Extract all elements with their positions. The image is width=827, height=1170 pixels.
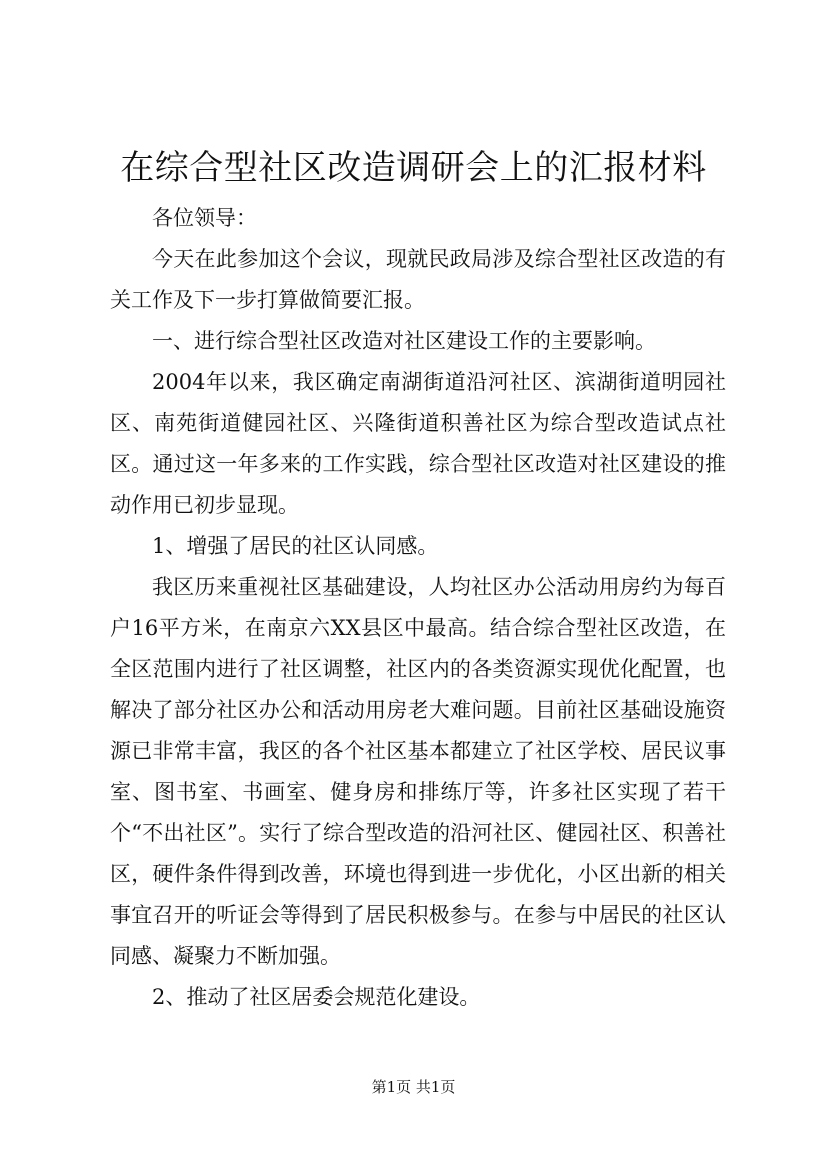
section-heading-1: 一、进行综合型社区改造对社区建设工作的主要影响。 xyxy=(152,329,656,353)
paragraph-intro: 今天在此参加这个会议，现就民政局涉及综合型社区改造的有关工作及下一步打算做简要汇报。 xyxy=(110,247,726,312)
paragraph-community-identity: 我区历来重视社区基础建设，人均社区办公活动用房约为每百户16平方米，在南京六XX县区中最高。结合综合型社区改造，在全区范围内进行了社区调整，社区内的各类资源实现优化配置，也解决了部分社区办公和活动用房老大难问题。目前社区基础设施资源已非常丰富，我区的各个社区基本都建立了社区学校、居民议事室、图书室、书画室、健身房和排练厅等，许多社区实现了若干个“不出社区”。实行了综合型改造的沿河社区、健园社区、积善社区，硬件条件得到改善，环境也得到进一步优化，小区出新的相关事宜召开的听证会等得到了居民积极参与。在参与中居民的社区认同感、凝聚力不断加强。 xyxy=(110,575,726,968)
subheading-2: 2、推动了社区居委会规范化建设。 xyxy=(152,985,481,1009)
paragraph-background: 2004年以来，我区确定南湖街道沿河社区、滨湖街道明园社区、南苑街道健园社区、兴隆街道积善社区为综合型改造试点社区。通过这一年多来的工作实践，综合型社区改造对社区建设的推动作用已初步显现。 xyxy=(110,370,726,517)
document-title: 在综合型社区改造调研会上的汇报材料 xyxy=(120,148,707,188)
page-number-footer: 第1页 共1页 xyxy=(371,1078,456,1096)
subheading-1: 1、增强了居民的社区认同感。 xyxy=(152,534,439,558)
salutation: 各位领导： xyxy=(152,206,257,230)
document-body xyxy=(110,198,726,1018)
